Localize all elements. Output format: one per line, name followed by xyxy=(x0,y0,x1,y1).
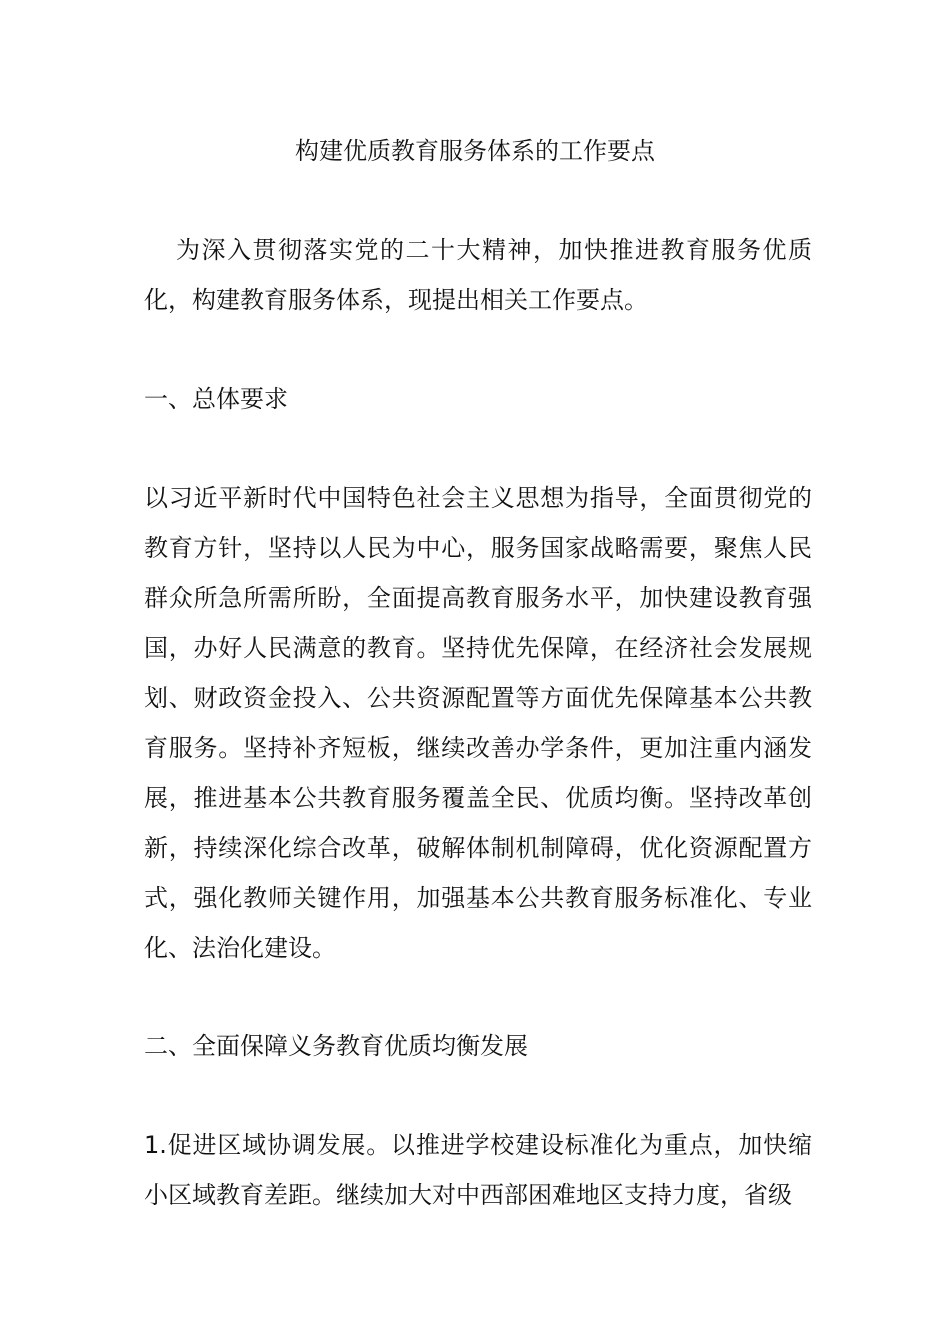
section-heading-compulsory-education: 二、全面保障义务教育优质均衡发展 xyxy=(144,1032,528,1060)
document-title: 构建优质教育服务体系的工作要点 xyxy=(295,137,655,165)
section-body-general-requirements: 以习近平新时代中国特色社会主义思想为指导，全面贯彻党的教育方针，坚持以人民为中心，服务国家战略需要，聚焦人民群众所急所需所盼，全面提高教育服务水平，加快建设教育强国，办好人民满意的教育。坚持优先保障，在经济社会发展规划、财政资金投入、公共资源配置等方面优先保障基本公共教育服务。坚持补齐短板，继续改善办学条件，更加注重内涵发展，推进基本公共教育服务覆盖全民、优质均衡。坚持改革创新，持续深化综合改革，破解体制机制障碍，优化资源配置方式，强化教师关键作用，加强基本公共教育服务标准化、专业化、法治化建设。 xyxy=(144,484,812,962)
intro-paragraph: 为深入贯彻落实党的二十大精神，加快推进教育服务优质化，构建教育服务体系，现提出相关工作要点。 xyxy=(144,236,812,314)
section-item-regional-development: 1.促进区域协调发展。以推进学校建设标准化为重点，加快缩小区域教育差距。继续加大对中西部困难地区支持力度，省级 xyxy=(144,1131,812,1209)
section-heading-general-requirements: 一、总体要求 xyxy=(144,385,288,413)
